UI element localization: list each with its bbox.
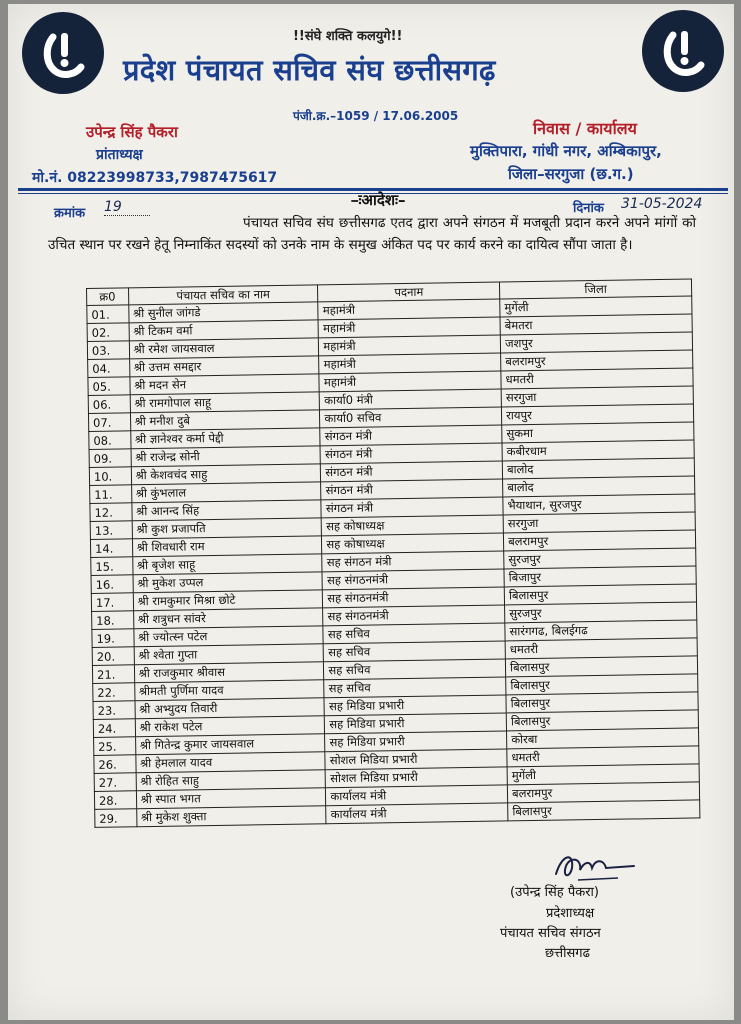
row-serial: 26. [94,755,136,774]
row-post: महामंत्री [319,371,501,392]
row-name: श्री रोहित साहु [136,770,326,791]
signature-mark [548,844,638,886]
row-serial: 20. [92,647,134,666]
row-serial: 15. [91,557,133,576]
row-serial: 10. [89,467,131,486]
mobile-numbers: मो.नं. 08223998733,7987475617 [32,170,278,186]
row-post: सह सचिव [324,677,506,698]
row-district: बिलासपुर [506,692,698,713]
row-serial: 17. [91,593,133,612]
address-title: निवास / कार्यालय [533,119,637,138]
row-name: श्री गितेन्द्र कुमार जायसवाल [135,734,325,755]
row-post: सह मिडिया प्रभारी [325,713,507,734]
signatory-title: प्रदेशाध्यक्ष [546,906,595,921]
row-serial: 22. [93,683,135,702]
row-post: महामंत्री [318,299,500,320]
row-district: बलरामपुर [501,350,693,371]
row-post: संगठन मंत्री [321,479,503,500]
row-post: सह संगठन मंत्री [322,551,504,572]
org-logo-right [642,10,724,92]
row-post: संगठन मंत्री [320,443,502,464]
row-post: संगठन मंत्री [321,497,503,518]
row-post: महामंत्री [319,353,501,374]
header-serial: क्र0 [87,288,129,306]
row-district: धमतरी [505,638,697,659]
row-serial: 21. [92,665,134,684]
row-name: श्री ज्योत्स्न पटेल [133,626,323,647]
signatory-name: (उपेन्द्र सिंह पैकरा) [510,885,599,900]
row-serial: 13. [90,521,132,540]
row-name: श्री श्वेता गुप्ता [134,644,324,665]
row-district: भैयाथान, सुरजपुर [503,494,695,515]
row-district: बिलासपुर [504,584,696,605]
row-serial: 03. [87,341,129,360]
president-title: प्रांताध्यक्ष [96,147,143,163]
row-serial: 25. [94,737,136,756]
row-serial: 14. [90,539,132,558]
row-name: श्री रमेश जायसवाल [129,338,319,359]
row-name: श्री सुनील जांगडे [128,302,318,323]
row-post: सह सचिव [324,641,506,662]
row-name: श्री रामकुमार मिश्रा छोटे [133,590,323,611]
signatory-state: छत्तीसगढ [545,946,590,961]
row-post: सह सचिव [323,623,505,644]
row-district: बेमतरा [500,314,692,335]
row-post: सह कोषाध्यक्ष [322,515,504,536]
row-name: श्री राजकुमार श्रीवास [134,662,324,683]
row-district: धमतरी [507,746,699,767]
row-district: सारंगगढ, बिलईगढ [505,620,697,641]
row-name: श्री अभ्युदय तिवारी [135,698,325,719]
header-district: जिला [500,279,692,299]
row-name: श्रीमती पुर्णिमा यादव [134,680,324,701]
row-district: कोरबा [507,728,699,749]
row-post: सह संगठनमंत्री [323,605,505,626]
row-serial: 11. [90,485,132,504]
row-name: श्री राजेन्द्र सोनी [131,446,321,467]
row-serial: 28. [94,791,136,810]
row-serial: 01. [87,305,129,324]
ballot-hand-icon [653,21,713,81]
row-district: सुरजपुर [504,548,696,569]
org-name: प्रदेश पंचायत सचिव संघ छत्तीसगढ़ [123,53,496,87]
row-post: सह संगठनमंत्री [322,569,504,590]
header-post: पदनाम [318,282,500,302]
row-district: धमतरी [501,368,693,389]
row-name: श्री रामगोपाल साहू [130,392,320,413]
row-name: श्री केशवचंद साहु [131,464,321,485]
row-serial: 12. [90,503,132,522]
row-district: बालोद [502,458,694,479]
row-serial: 24. [93,719,135,738]
row-district: मुगेंली [500,296,692,317]
president-name: उपेन्द्र सिंह पैकरा [86,123,178,141]
address-line-2: जिला–सरगुजा (छ.ग.) [508,165,634,183]
kramank-value: 19 [104,199,150,216]
row-name: श्री कुंभलाल [131,482,321,503]
row-serial: 23. [93,701,135,720]
row-post: सह मिडिया प्रभारी [325,731,507,752]
row-serial: 19. [92,629,134,648]
ballot-hand-icon [33,23,93,83]
row-post: महामंत्री [319,335,501,356]
signatory-org: पंचायत सचिव संगठन [500,926,601,941]
row-district: सुरजपुर [505,602,697,623]
row-serial: 27. [94,773,136,792]
kramank-label: क्रमांक [54,206,86,221]
row-name: श्री राकेश पटेल [135,716,325,737]
row-district: बलरामपुर [504,530,696,551]
row-post: महामंत्री [318,317,500,338]
row-district: बिलासपुर [506,710,698,731]
row-post: संगठन मंत्री [320,425,502,446]
row-name: श्री आनन्द सिंह [131,500,321,521]
row-name: श्री मनीश दुबे [130,410,320,431]
row-name: श्री बृजेश साहू [132,554,322,575]
row-serial: 04. [88,359,130,378]
order-body-text: पंचायत सचिव संघ छत्तीसगढ एतद द्वारा अपने संगठन में मजबूती प्रदान करने अपने मांगों को उचित स्थान पर रखने हेतू निम्नाकिंत सदस्यों को उनके नाम के समुख अंकित पद पर कार्य करने का दायित्व सौंपा जाता है। [48,215,696,253]
row-post: कार्या0 मंत्री [320,389,502,410]
row-district: बलरामपुर [507,782,699,803]
row-post: कार्यालय मंत्री [326,803,508,824]
row-name: श्री शत्रुधन सांवरे [133,608,323,629]
order-title: –ःआदेशः– [351,191,406,209]
order-body [48,212,696,256]
row-serial: 08. [89,431,131,450]
dinank-label: दिनांक [573,201,604,216]
row-district: रायपुर [502,404,694,425]
row-name: श्री ज्ञानेश्वर कर्मा पेद्दी [130,428,320,449]
row-post: सह मिडिया प्रभारी [324,695,506,716]
row-name: श्री टिकम वर्मा [129,320,319,341]
row-district: कबीरधाम [502,440,694,461]
row-serial: 18. [92,611,134,630]
row-name: श्री मदन सेन [130,374,320,395]
address-line-1: मुक्तिपारा, गांधी नगर, अम्बिकापुर, [470,142,662,160]
row-serial: 07. [88,413,130,432]
row-district: सरगुजा [503,512,695,533]
registration-number: पंजी.क्र.–1059 / 17.06.2005 [293,109,459,123]
motto: !!संघे शक्ति कलयुगे!! [293,29,403,44]
row-district: सरगुजा [501,386,693,407]
row-name: श्री मुकेश शुक्ता [136,806,326,827]
row-post: सोशल मिडिया प्रभारी [326,767,508,788]
row-serial: 29. [95,809,137,828]
row-serial: 16. [91,575,133,594]
row-district: जशपुर [500,332,692,353]
row-post: सह संगठनमंत्री [323,587,505,608]
row-district: बालोद [503,476,695,497]
row-serial: 05. [88,377,130,396]
row-district: बिजापुर [504,566,696,587]
row-district: बिलासपुर [505,656,697,677]
row-name: श्री मुकेश उप्पल [133,572,323,593]
row-post: सोशल मिडिया प्रभारी [325,749,507,770]
row-post: सह कोषाध्यक्ष [322,533,504,554]
row-name: श्री स्पात भगत [136,788,326,809]
row-post: कार्या0 सचिव [320,407,502,428]
row-district: मुगेंली [507,764,699,785]
row-post: कार्यालय मंत्री [326,785,508,806]
row-district: बिलासपुर [506,674,698,695]
header-name: पंचायत सचिव का नाम [128,285,318,305]
dinank-value: 31-05-2024 [621,196,703,212]
letterhead-document [8,4,734,1020]
org-logo-left [22,12,104,94]
row-serial: 06. [88,395,130,414]
row-name: श्री कुश प्रजापति [132,518,322,539]
row-post: संगठन मंत्री [321,461,503,482]
row-name: श्री उत्तम समद्दार [129,356,319,377]
row-name: श्री हेमलाल यादव [135,752,325,773]
row-post: सह सचिव [324,659,506,680]
row-serial: 09. [89,449,131,468]
row-name: श्री शिवधारी राम [132,536,322,557]
row-serial: 02. [87,323,129,342]
row-district: बिलासपुर [508,800,700,821]
row-district: सुकमा [502,422,694,443]
members-table [86,278,700,827]
